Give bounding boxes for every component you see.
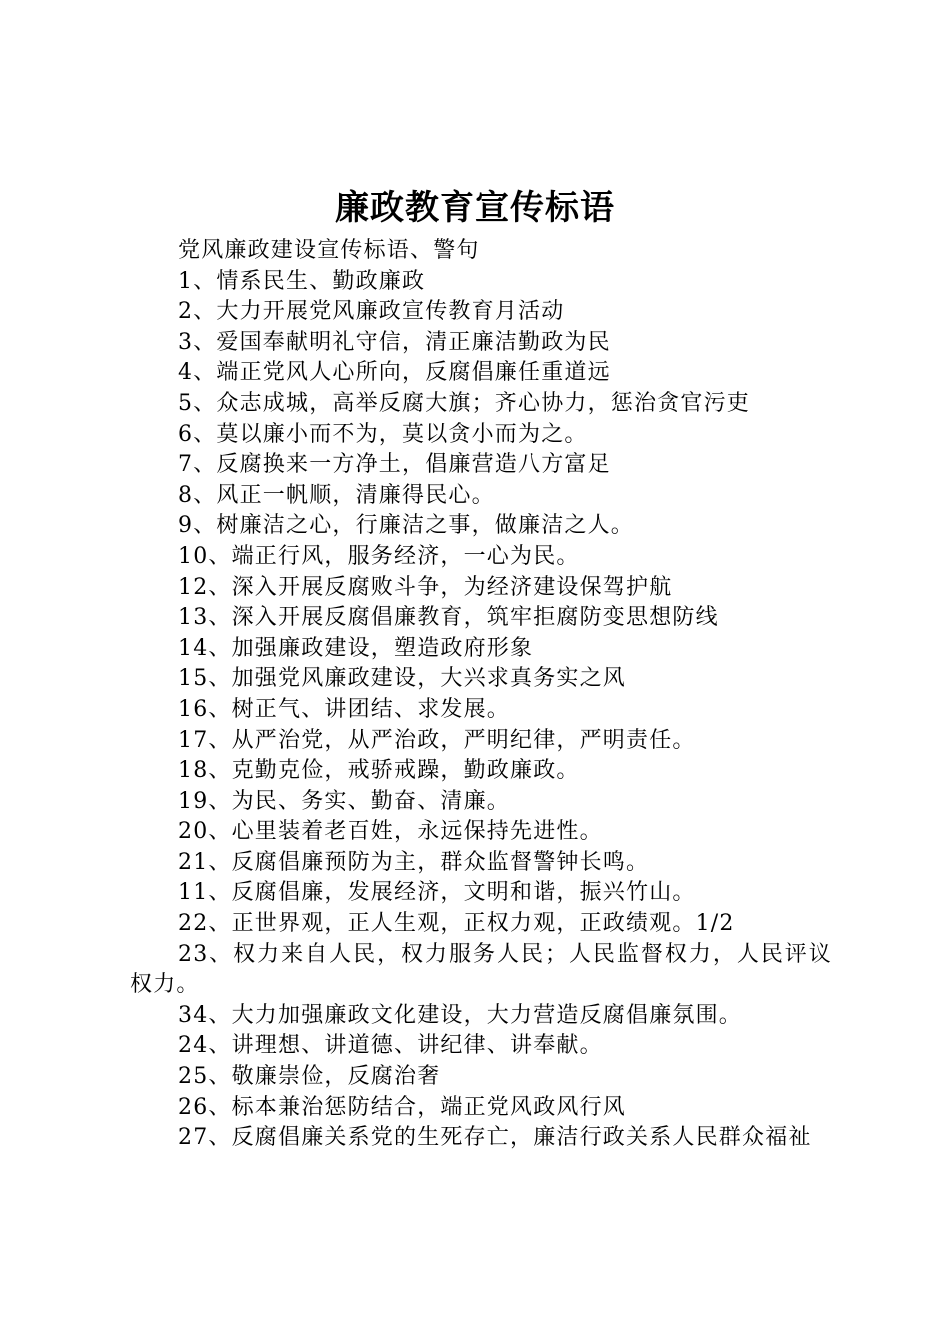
slogan-item: 2、大力开展党风廉政宣传教育月活动 [178, 299, 565, 325]
slogan-item: 22、正世界观，正人生观，正权力观，正政绩观。1/2 [178, 911, 735, 937]
slogan-item: 1、情系民生、勤政廉政 [178, 268, 426, 294]
slogan-item: 34、大力加强廉政文化建设，大力营造反腐倡廉氛围。 [178, 1002, 742, 1028]
slogan-item: 9、树廉洁之心，行廉洁之事，做廉洁之人。 [178, 513, 634, 539]
document-body [130, 236, 832, 1154]
slogan-item: 27、反腐倡廉关系党的生死存亡，廉洁行政关系人民群众福祉 [178, 1125, 812, 1151]
slogan-item: 17、从严治党，从严治政，严明纪律，严明责任。 [178, 727, 696, 753]
slogan-item: 24、讲理想、讲道德、讲纪律、讲奉献。 [178, 1033, 603, 1059]
slogan-item: 6、莫以廉小而不为，莫以贪小而为之。 [178, 421, 588, 447]
slogan-item: 12、深入开展反腐败斗争，为经济建设保驾护航 [178, 574, 673, 600]
slogan-item: 19、为民、务实、勤奋、清廉。 [178, 788, 510, 814]
slogan-item: 21、反腐倡廉预防为主，群众监督警钟长鸣。 [178, 849, 650, 875]
slogan-item: 5、众志成城，高举反腐大旗；齐心协力，惩治贪官污吏 [178, 390, 750, 416]
slogan-item: 3、爱国奉献明礼守信，清正廉洁勤政为民 [178, 329, 611, 355]
slogan-item: 10、端正行风，服务经济，一心为民。 [178, 543, 580, 569]
slogan-item: 13、深入开展反腐倡廉教育，筑牢拒腐防变思想防线 [178, 605, 719, 631]
slogan-item: 18、克勤克俭，戒骄戒躁，勤政廉政。 [178, 758, 580, 784]
slogan-item: 11、反腐倡廉，发展经济，文明和谐，振兴竹山。 [178, 880, 696, 906]
slogan-item: 15、加强党风廉政建设，大兴求真务实之风 [178, 666, 626, 692]
document-title: 廉政教育宣传标语 [335, 188, 615, 228]
slogan-item: 26、标本兼治惩防结合，端正党风政风行风 [178, 1094, 626, 1120]
slogan-item: 7、反腐换来一方净土，倡廉营造八方富足 [178, 452, 611, 478]
slogan-item: 20、心里装着老百姓，永远保持先进性。 [178, 819, 603, 845]
paragraph-heading: 党风廉政建设宣传标语、警句 [178, 238, 480, 263]
slogan-item: 14、加强廉政建设，塑造政府形象 [178, 635, 534, 661]
slogan-item: 23、权力来自人民，权力服务人民；人民监督权力，人民评议权力。 [130, 941, 832, 998]
slogan-item: 4、端正党风人心所向，反腐倡廉任重道远 [178, 360, 611, 386]
slogan-item: 16、树正气、讲团结、求发展。 [178, 696, 510, 722]
slogan-item: 25、敬廉崇俭，反腐治奢 [178, 1064, 441, 1090]
slogan-item: 8、风正一帆顺，清廉得民心。 [178, 482, 495, 508]
